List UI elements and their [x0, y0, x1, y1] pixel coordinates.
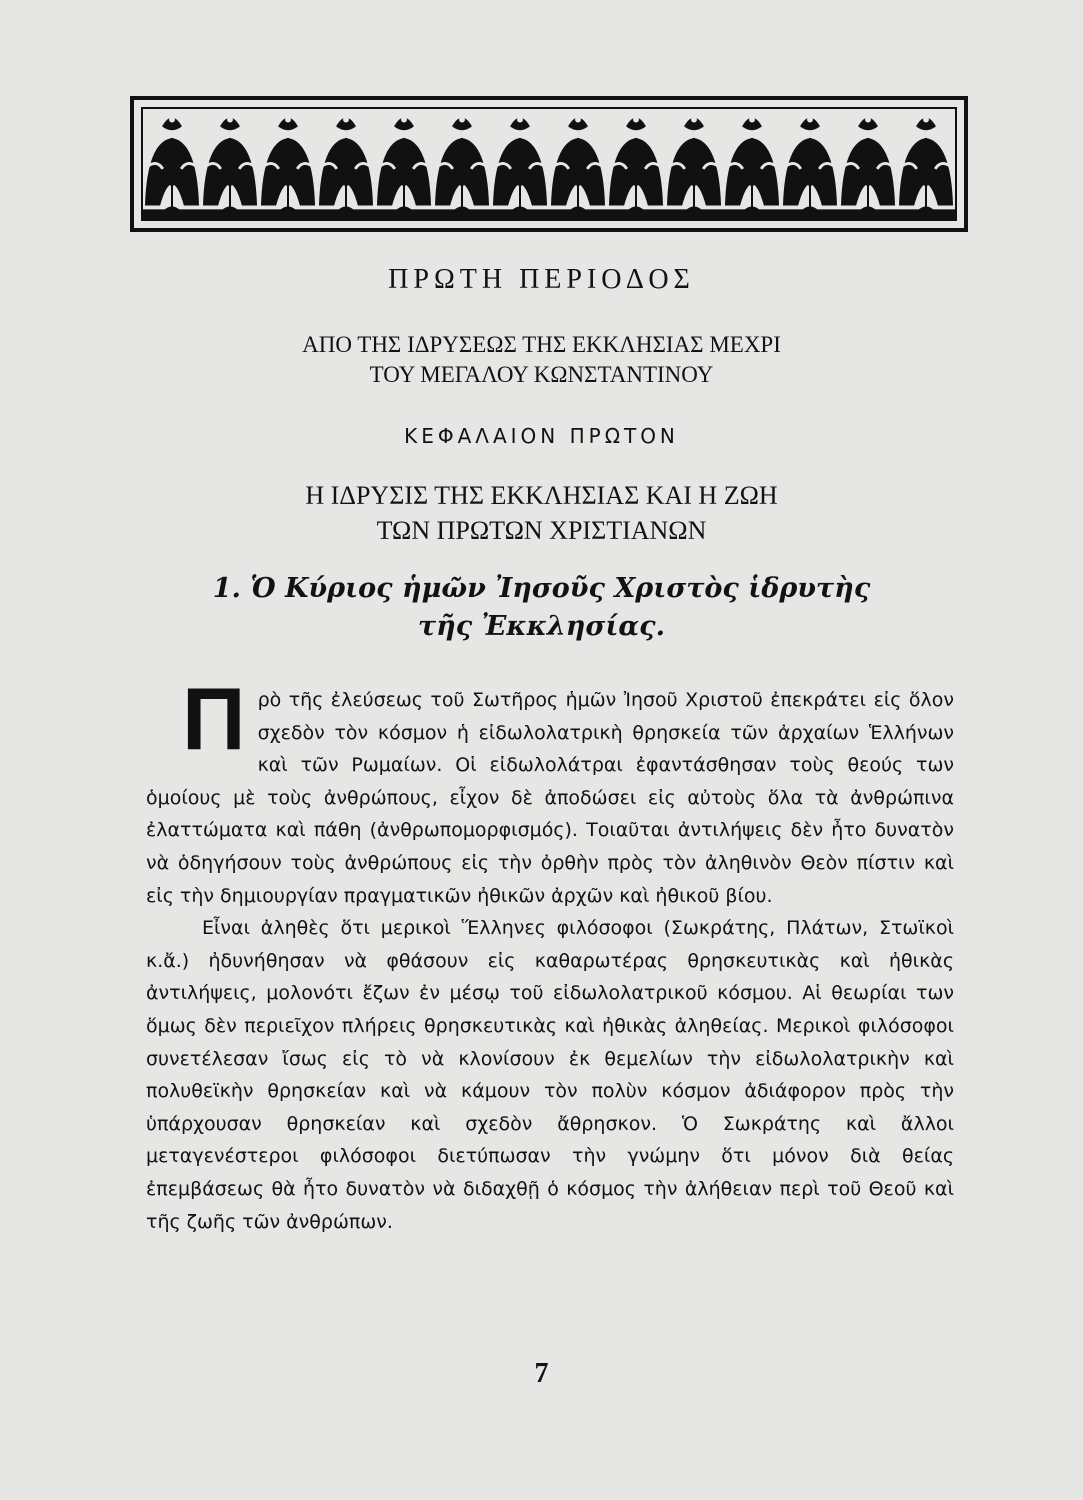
body-text — [146, 669, 954, 1238]
drop-cap: Π — [182, 669, 246, 768]
page-number: 7 — [534, 1358, 549, 1389]
chapter-title-line-2: ΤΩΝ ΠΡΩΤΩΝ ΧΡΙΣΤΙΑΝΩΝ — [376, 516, 707, 545]
period-subtitle-line-2: ΤΟΥ ΜΕΓΑΛΟΥ ΚΩΝΣΤΑΝΤΙΝΟΥ — [369, 362, 714, 387]
paragraph-2: Εἶναι ἀληθὲς ὅτι μερικοὶ Ἕλληνες φιλόσοφοι (Σωκράτης, Πλάτων, Στωϊκοὶ κ.ἄ.) ἠδυνήθησαν νὰ φθάσουν εἰς καθαρωτέρας θρησκευτικὰς καὶ ἠθικὰς ἀντιλήψεις, μολονότι ἔζων ἐν μέσῳ τοῦ εἰδωλολατρικοῦ κόσμου. Αἱ θεωρίαι των ὅμως δὲν περιεῖχον πλήρεις θρησκευτικὰς καὶ ἠθικὰς ἀληθείας. Μερικοὶ φιλόσοφοι συνετέλεσαν ἴσως εἰς τὸ νὰ κλονίσουν ἐκ θεμελίων τὴν εἰδωλολατρικὴν καὶ πολυθεϊκὴν θρησκείαν καὶ νὰ κάμουν τὸν πολὺν κόσμον ἀδιάφορον πρὸς τὴν ὑπάρχουσαν θρησκείαν καὶ σχεδὸν ἄθρησκον. Ὁ Σωκράτης καὶ ἄλλοι μεταγενέστεροι φιλόσοφοι διετύπωσαν τὴν γνώμην ὅτι μόνον διὰ θείας ἐπεμβάσεως θὰ ἦτο δυνατὸν νὰ διδαχθῇ ὁ κόσμος τὴν ἀλήθειαν περὶ τοῦ Θεοῦ καὶ τῆς ζωῆς τῶν ἀνθρώπων. — [146, 917, 954, 1233]
paragraph-1-text: ρὸ τῆς ἐλεύσεως τοῦ Σωτῆρος ἡμῶν Ἰησοῦ Χριστοῦ ἐπεκράτει εἰς ὅλον σχεδὸν τὸν κόσμον ἡ εἰδωλολατρικὴ θρησκεία τῶν ἀρχαίων Ἑλλήνων καὶ τῶν Ρωμαίων. Οἱ εἰδωλολάτραι ἐφαντάσθησαν τοὺς θεούς των ὁμοίους μὲ τοὺς ἀνθρώπους, εἶχον δὲ ἀποδώσει εἰς αὐτοὺς ὅλα τὰ ἀνθρώπινα ἐλαττώματα καὶ πάθη (ἀνθρωπομορφισμός). Τοιαῦται ἀντιλήψεις δὲν ἦτο δυνατὸν νὰ ὁδηγήσουν τοὺς ἀνθρώπους εἰς τὴν ὀρθὴν πρὸς τὸν ἀληθινὸν Θεὸν πίστιν καὶ εἰς τὴν δημιουργίαν πραγματικῶν ἠθικῶν ἀρχῶν καὶ ἠθικοῦ βίου. — [146, 689, 954, 907]
ornament-frame — [141, 107, 957, 221]
period-subtitle-line-1: ΑΠΟ ΤΗΣ ΙΔΡΥΣΕΩΣ ΤΗΣ ΕΚΚΛΗΣΙΑΣ ΜΕΧΡΙ — [302, 332, 781, 357]
section-heading-line-2: τῆς Ἐκκλησίας. — [417, 611, 666, 642]
section-heading-line-1: 1. Ὁ Κύριος ἡμῶν Ἰησοῦς Χριστὸς ἱδρυτὴς — [212, 573, 871, 604]
chapter-label: ΚΕΦΑΛΑΙΟΝ ΠΡΩΤΟΝ — [404, 424, 679, 448]
paragraph-1 — [146, 669, 954, 912]
ornament-baseline — [143, 209, 955, 219]
chapter-title-line-1: Η ΙΔΡΥΣΙΣ ΤΗΣ ΕΚΚΛΗΣΙΑΣ ΚΑΙ Η ΖΩΗ — [305, 481, 778, 510]
chapter-title — [0, 478, 1083, 548]
section-heading — [0, 570, 1083, 646]
period-subtitle — [0, 330, 1083, 390]
ornamental-header-band — [130, 96, 968, 232]
period-title: ΠΡΩΤΗ ΠΕΡΙΟΔΟΣ — [388, 264, 695, 295]
decorative-lily-band-icon — [143, 109, 955, 219]
